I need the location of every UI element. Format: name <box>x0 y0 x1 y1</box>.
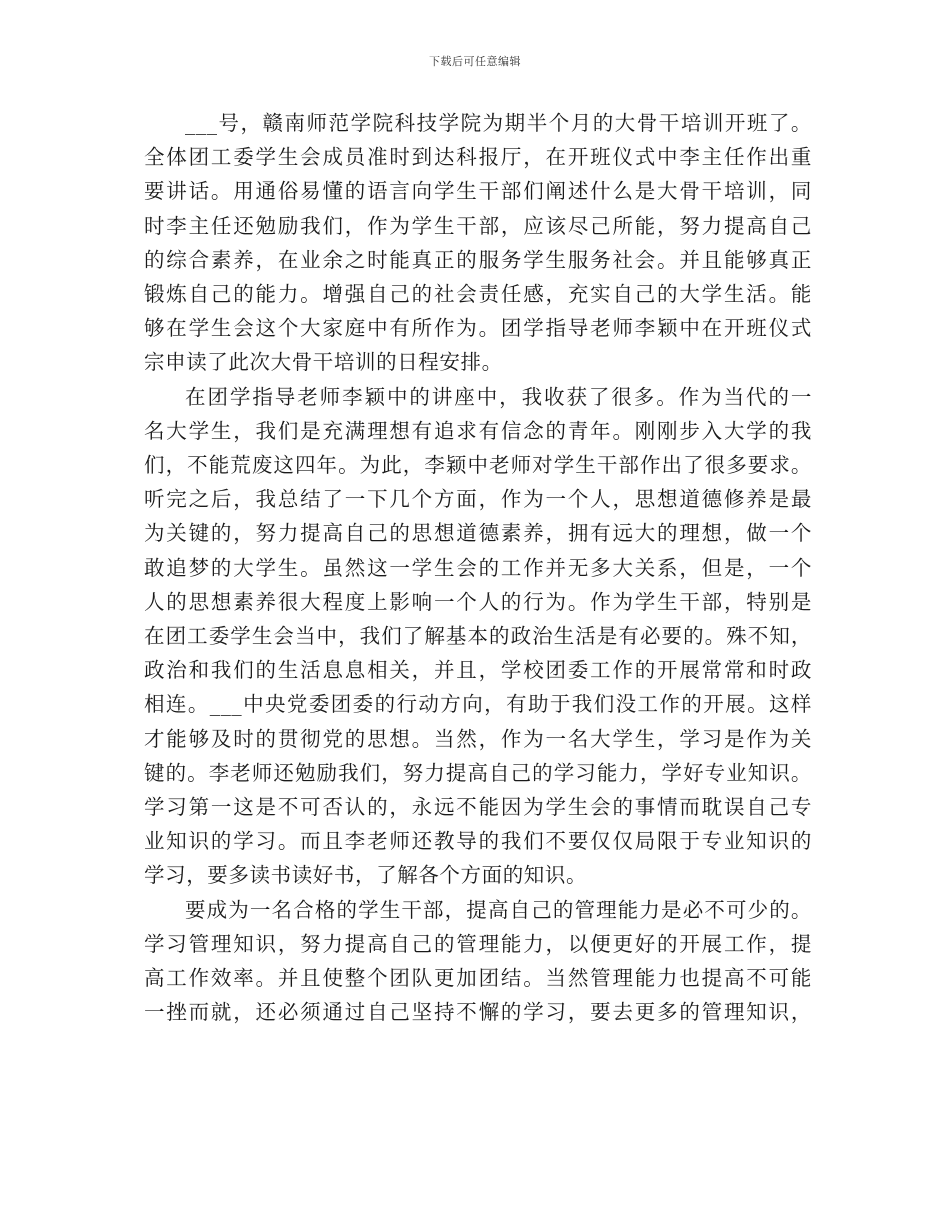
paragraph-line: 要成为一名合格的学生干部，提高自己的管理能力是必不可少的。 <box>185 897 812 922</box>
paragraph-line: 政治和我们的生活息息相关，并且，学校团委工作的开展常常和时政 <box>144 658 812 683</box>
paragraph-line: 在团工委学生会当中，我们了解基本的政治生活是有必要的。殊不知， <box>144 624 812 649</box>
paragraph-line: 敢追梦的大学生。虽然这一学生会的工作并无多大关系，但是，一个 <box>144 555 812 580</box>
paragraph-line: 宗申读了此次大骨干培训的日程安排。 <box>144 350 503 375</box>
paragraph-line: ___号，赣南师范学院科技学院为期半个月的大骨干培训开班了。 <box>185 111 812 135</box>
page-header: 下载后可任意编辑 <box>429 55 521 68</box>
paragraph-line: 为关键的，努力提高自己的思想道德素养，拥有远大的理想，做一个 <box>144 521 812 546</box>
paragraph-2 <box>144 380 812 893</box>
paragraph-line: 学习管理知识，努力提高自己的管理能力，以便更好的开展工作，提 <box>144 931 812 956</box>
paragraph-line: 高工作效率。并且使整个团队更加团结。当然管理能力也提高不可能 <box>144 966 812 991</box>
paragraph-line: 学习第一这是不可否认的，永远不能因为学生会的事情而耽误自己专 <box>144 795 812 820</box>
paragraph-line: 在团学指导老师李颖中的讲座中，我收获了很多。作为当代的一 <box>185 384 812 409</box>
paragraph-1 <box>144 106 812 380</box>
paragraph-line: 相连。___中央党委团委的行动方向，有助于我们没工作的开展。这样 <box>144 692 812 717</box>
paragraph-line: 听完之后，我总结了一下几个方面，作为一个人，思想道德修养是最 <box>144 487 812 512</box>
paragraph-line: 才能够及时的贯彻党的思想。当然，作为一名大学生，学习是作为关 <box>144 726 812 751</box>
paragraph-line: 键的。李老师还勉励我们，努力提高自己的学习能力，学好专业知识。 <box>144 760 812 785</box>
paragraph-line: 人的思想素养很大程度上影响一个人的行为。作为学生干部，特别是 <box>144 589 812 614</box>
paragraph-line: 够在学生会这个大家庭中有所作为。团学指导老师李颖中在开班仪式 <box>144 316 812 341</box>
paragraph-line: 一挫而就，还必须通过自己坚持不懈的学习，要去更多的管理知识， <box>144 1000 812 1025</box>
paragraph-line: 学习，要多读书读好书，了解各个方面的知识。 <box>144 863 588 888</box>
paragraph-line: 们，不能荒废这四年。为此，李颖中老师对学生干部作出了很多要求。 <box>144 453 812 478</box>
paragraph-line: 的综合素养，在业余之时能真正的服务学生服务社会。并且能够真正 <box>144 247 812 272</box>
paragraph-line: 全体团工委学生会成员准时到达科报厅，在开班仪式中李主任作出重 <box>144 145 812 170</box>
paragraph-line: 要讲话。用通俗易懂的语言向学生干部们阐述什么是大骨干培训，同 <box>144 179 812 204</box>
paragraph-3 <box>144 893 812 1030</box>
paragraph-line: 时李主任还勉励我们，作为学生干部，应该尽己所能，努力提高自己 <box>144 213 812 238</box>
paragraph-line: 业知识的学习。而且李老师还教导的我们不要仅仅局限于专业知识的 <box>144 829 812 854</box>
paragraph-line: 锻炼自己的能力。增强自己的社会责任感，充实自己的大学生活。能 <box>144 282 812 307</box>
paragraph-line: 名大学生，我们是充满理想有追求有信念的青年。刚刚步入大学的我 <box>144 418 812 443</box>
document-body <box>144 106 812 1029</box>
